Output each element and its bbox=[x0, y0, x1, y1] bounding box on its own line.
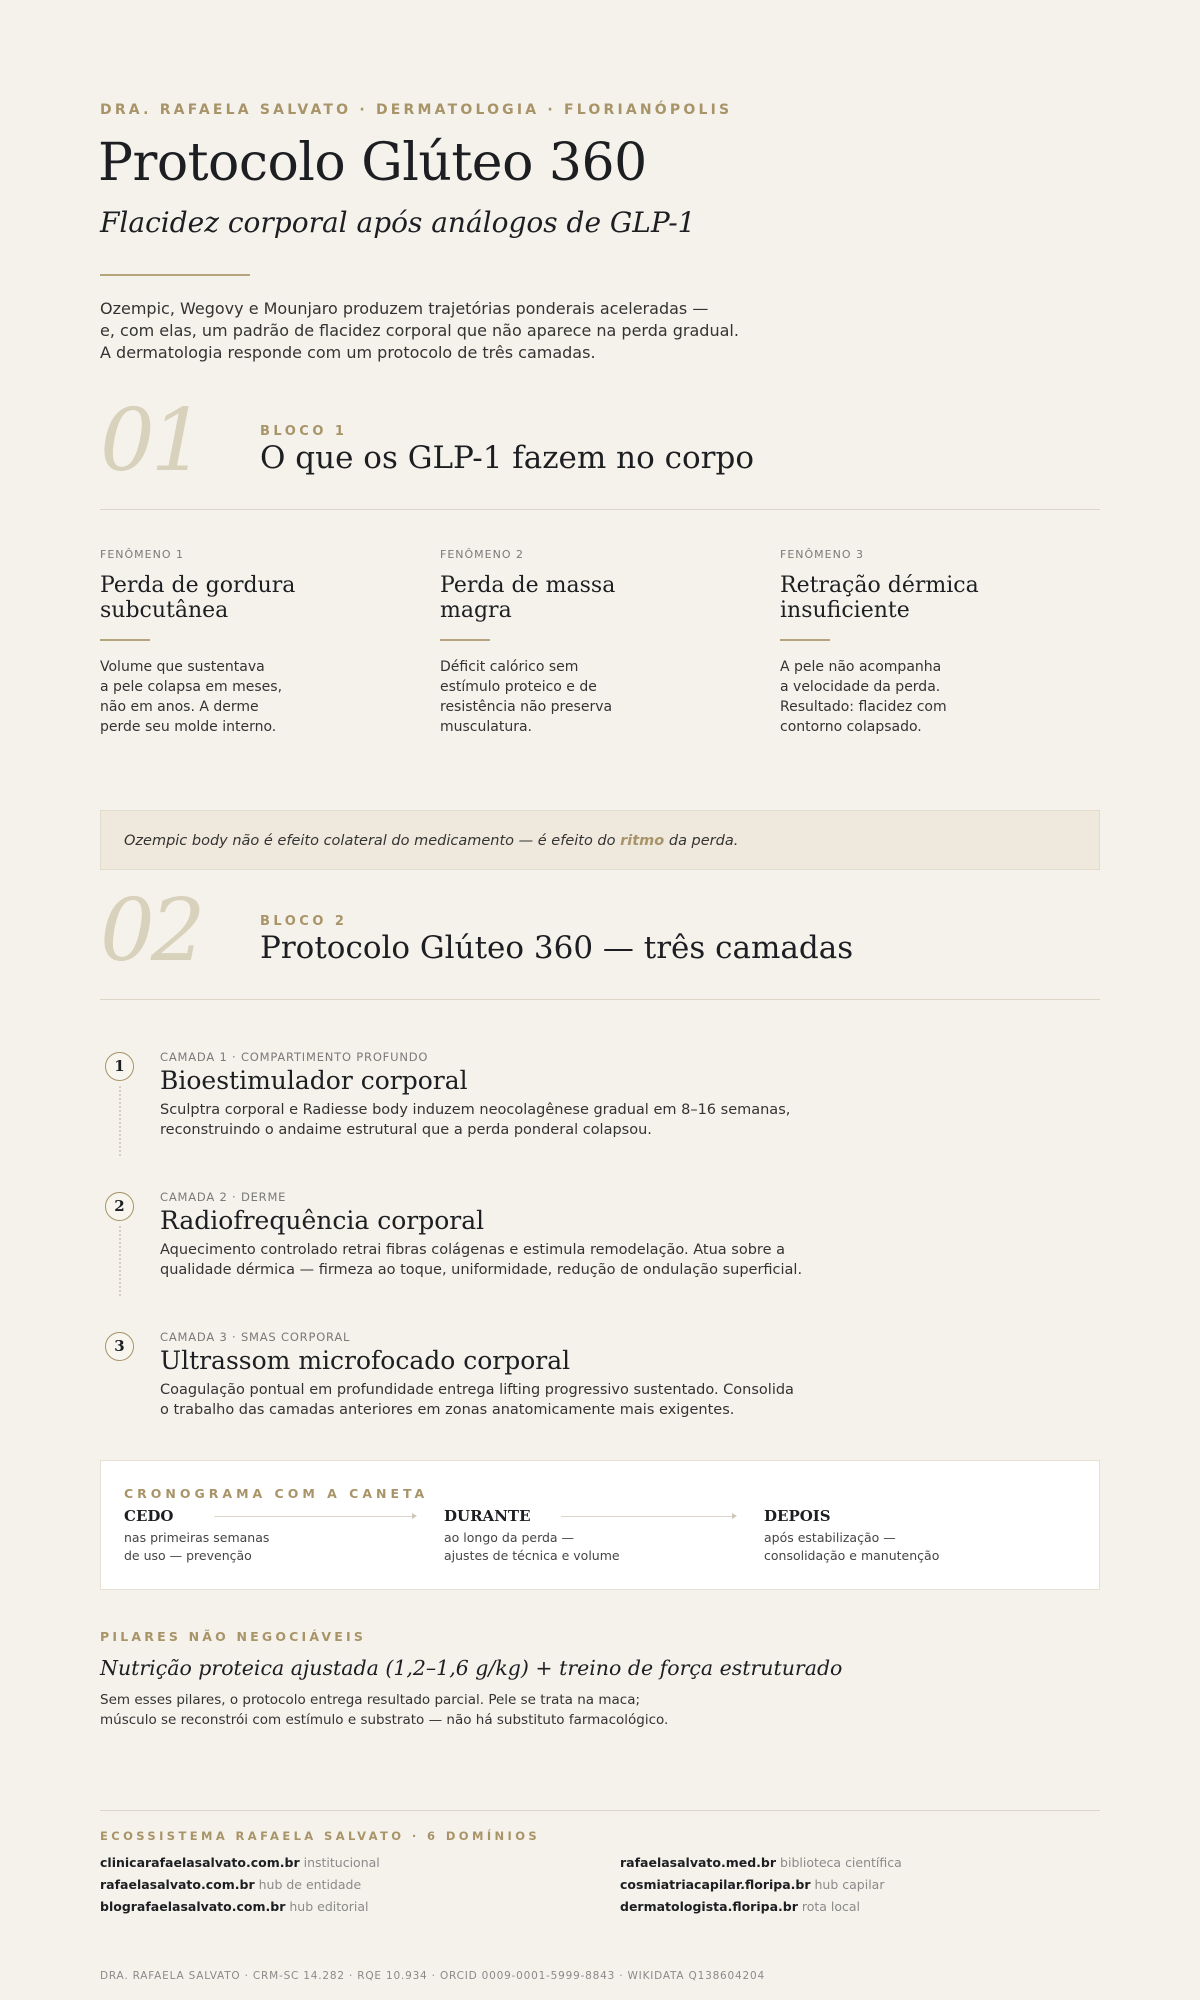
phenomenon-title: Perda de massa magra bbox=[440, 573, 616, 623]
layer-label: CAMADA 3 · SMAS CORPORAL bbox=[160, 1330, 351, 1344]
pull-quote bbox=[100, 810, 1100, 870]
pull-quote-text: Ozempic body não é efeito colateral do medicamento — é efeito do ritmo da perda. bbox=[124, 833, 739, 849]
timeline-step-depois bbox=[764, 1507, 1064, 1565]
timeline-step-text: após estabilização — consolidação e manutenção bbox=[764, 1530, 940, 1563]
domain-link[interactable]: blografaelasalvato.com.br bbox=[100, 1899, 286, 1914]
domain-link[interactable]: cosmiatriacapilar.floripa.br bbox=[620, 1877, 811, 1892]
pillars-text: Sem esses pilares, o protocolo entrega resultado parcial. Pele se trata na maca; músculo se reconstrói com estímulo e substrato — não há substituto farmacológico. bbox=[100, 1692, 669, 1728]
step-connector-line bbox=[119, 1226, 121, 1296]
domain-item: rafaelasalvato.com.br hub de entidade bbox=[100, 1877, 362, 1892]
ecosystem-list-left bbox=[100, 1852, 380, 1918]
page-subtitle: Flacidez corporal após análogos de GLP-1 bbox=[100, 206, 696, 239]
layer-label: CAMADA 2 · DERME bbox=[160, 1190, 287, 1204]
pillars-label: PILARES NÃO NEGOCIÁVEIS bbox=[100, 1629, 367, 1644]
block-2-label: BLOCO 2 bbox=[260, 914, 348, 929]
domain-item: clinicarafaelasalvato.com.br institucional bbox=[100, 1855, 380, 1870]
step-connector-line bbox=[119, 1086, 121, 1156]
layer-text: Aquecimento controlado retrai fibras colágenas e estimula remodelação. Atua sobre a qualidade dérmica — firmeza ao toque, uniformidade, redução de ondulação superficial. bbox=[160, 1242, 803, 1278]
domain-link[interactable]: rafaelasalvato.com.br bbox=[100, 1877, 255, 1892]
phenomenon-rule bbox=[780, 639, 830, 641]
pillars-title: Nutrição proteica ajustada (1,2–1,6 g/kg) + treino de força estruturado bbox=[100, 1656, 843, 1680]
phenomenon-title: Perda de gordura subcutânea bbox=[100, 573, 296, 623]
phenomenon-card-2 bbox=[440, 548, 740, 737]
arrow-right-icon bbox=[561, 1516, 733, 1517]
arrow-right-icon bbox=[214, 1516, 413, 1517]
layer-title: Bioestimulador corporal bbox=[160, 1066, 468, 1095]
block-1-number: 01 bbox=[100, 391, 202, 491]
phenomenon-title: Retração dérmica insuficiente bbox=[780, 573, 979, 623]
layer-title: Ultrassom microfocado corporal bbox=[160, 1346, 571, 1375]
page-title: Protocolo Glúteo 360 bbox=[98, 133, 647, 193]
domain-item: blografaelasalvato.com.br hub editorial bbox=[100, 1899, 369, 1914]
timeline-step-text: ao longo da perda — ajustes de técnica e volume bbox=[444, 1530, 620, 1563]
domain-item: rafaelasalvato.med.br biblioteca científica bbox=[620, 1855, 902, 1870]
timeline-label: CRONOGRAMA COM A CANETA bbox=[124, 1486, 429, 1501]
block-2-header bbox=[100, 881, 1100, 998]
phenomenon-label: FENÔMENO 2 bbox=[440, 548, 524, 561]
phenomenon-label: FENÔMENO 3 bbox=[780, 548, 864, 561]
block-1-header bbox=[100, 391, 1100, 508]
phenomenon-label: FENÔMENO 1 bbox=[100, 548, 184, 561]
ecosystem-label: ECOSSISTEMA RAFAELA SALVATO · 6 DOMÍNIOS bbox=[100, 1829, 541, 1843]
phenomenon-rule bbox=[440, 639, 490, 641]
divider bbox=[100, 509, 1100, 510]
timeline-step-text: nas primeiras semanas de uso — prevenção bbox=[124, 1530, 270, 1563]
intro-paragraph: Ozempic, Wegovy e Mounjaro produzem trajetórias ponderais aceleradas — e, com elas, um padrão de flacidez corporal que não aparece na perda gradual. A dermatologia responde com um protocolo de três camadas. bbox=[100, 299, 739, 362]
block-2-number: 02 bbox=[100, 881, 202, 981]
block-1-label: BLOCO 1 bbox=[260, 424, 348, 439]
timeline-card bbox=[100, 1460, 1100, 1590]
divider bbox=[100, 999, 1100, 1000]
timeline-step-title: DEPOIS bbox=[764, 1507, 831, 1525]
step-number-badge: 1 bbox=[105, 1052, 134, 1081]
phenomenon-text: Volume que sustentava a pele colapsa em meses, não em anos. A derme perde seu molde interno. bbox=[100, 659, 283, 735]
ecosystem-list-right bbox=[620, 1852, 902, 1918]
phenomenon-text: A pele não acompanha a velocidade da perda. Resultado: flacidez com contorno colapsado. bbox=[780, 659, 947, 735]
block-2-title: Protocolo Glúteo 360 — três camadas bbox=[260, 930, 854, 966]
layer-text: Coagulação pontual em profundidade entrega lifting progressivo sustentado. Consolida o trabalho das camadas anteriores em zonas anatomicamente mais exigentes. bbox=[160, 1382, 794, 1418]
step-number-badge: 2 bbox=[105, 1192, 134, 1221]
layer-label: CAMADA 1 · COMPARTIMENTO PROFUNDO bbox=[160, 1050, 429, 1064]
quote-highlight: ritmo bbox=[620, 833, 665, 849]
domain-item: cosmiatriacapilar.floripa.br hub capilar bbox=[620, 1877, 885, 1892]
phenomenon-text: Déficit calórico sem estímulo proteico e de resistência não preserva musculatura. bbox=[440, 659, 613, 735]
block-1-title: O que os GLP-1 fazem no corpo bbox=[260, 440, 754, 476]
footer-credentials: DRA. RAFAELA SALVATO · CRM-SC 14.282 · RQE 10.934 · ORCID 0009-0001-5999-8843 · WIKIDATA Q138604204 bbox=[100, 1970, 765, 1982]
domain-link[interactable]: rafaelasalvato.med.br bbox=[620, 1855, 777, 1870]
timeline-step-title: DURANTE bbox=[444, 1507, 531, 1525]
phenomenon-rule bbox=[100, 639, 150, 641]
step-number-badge: 3 bbox=[105, 1332, 134, 1361]
divider bbox=[100, 1810, 1100, 1811]
domain-item: dermatologista.floripa.br rota local bbox=[620, 1899, 861, 1914]
domain-link[interactable]: dermatologista.floripa.br bbox=[620, 1899, 798, 1914]
phenomenon-card-3 bbox=[780, 548, 1080, 737]
eyebrow-credit: DRA. RAFAELA SALVATO · DERMATOLOGIA · FLORIANÓPOLIS bbox=[100, 102, 733, 118]
domain-link[interactable]: clinicarafaelasalvato.com.br bbox=[100, 1855, 300, 1870]
layer-text: Sculptra corporal e Radiesse body induzem neocolagênese gradual em 8–16 semanas, reconstruindo o andaime estrutural que a perda ponderal colapsou. bbox=[160, 1102, 791, 1138]
phenomenon-card-1 bbox=[100, 548, 400, 737]
timeline-step-title: CEDO bbox=[124, 1507, 174, 1525]
layer-title: Radiofrequência corporal bbox=[160, 1206, 485, 1235]
title-underline bbox=[100, 274, 250, 276]
